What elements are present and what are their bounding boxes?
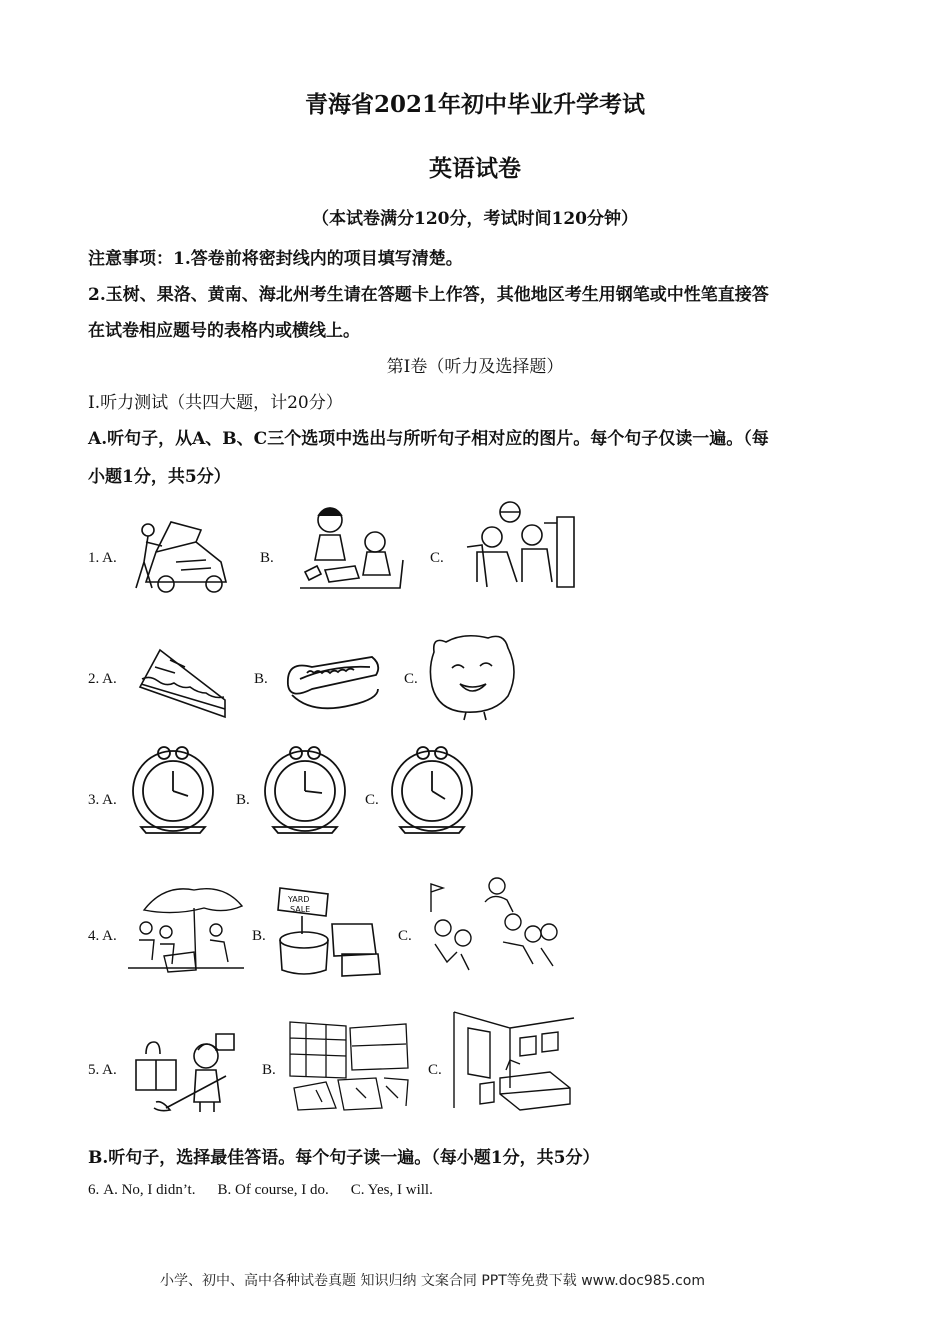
q4-label-a: 4. A. [88,928,117,944]
sectionA-instruction-1: A.听句子，从A、B、C三个选项中选出与所听句子相对应的图片。每个句子仅读一遍。（每 [88,429,769,449]
notes-line-2: 2.玉树、果洛、黄南、海北州考生请在答题卡上作答，其他地区考生用钢笔或中性笔直接答 [88,285,769,305]
paper-subtitle: 英语试卷 [429,155,521,182]
q2-picture-c[interactable] [424,632,520,722]
q1-picture-c[interactable] [462,497,578,593]
page-title: 青海省2021年初中毕业升学考试 [304,91,645,118]
q5-label-a: 5. A. [88,1062,117,1078]
q3-picture-b[interactable] [258,741,352,835]
q4-picture-a[interactable] [124,880,248,974]
q5-label-b: B. [262,1062,276,1078]
part1-heading: Ⅰ.听力测试（共四大题，计20分） [88,393,343,413]
q1-label-c: C. [430,550,444,566]
q6-option-c[interactable]: C. Yes, I will. [350,1182,433,1198]
exam-info: （本试卷满分120分，考试时间120分钟） [312,209,638,229]
q1-picture-a[interactable] [126,512,232,594]
q2-label-a: 2. A. [88,671,117,687]
sectionB-heading: B.听句子，选择最佳答语。每个句子读一遍。（每小题1分，共5分） [88,1148,600,1168]
q6-option-b[interactable]: B. Of course, I do. [217,1182,329,1198]
q4-picture-c[interactable] [413,872,569,982]
q2-picture-b[interactable] [282,645,384,717]
q1-label-b: B. [260,550,274,566]
svg-text:YARD: YARD [288,895,310,904]
q6-row [88,1182,455,1199]
q3-picture-c[interactable] [385,741,479,835]
q6-option-a[interactable]: A. No, I didn’t. [103,1182,196,1198]
q3-label-b: B. [236,792,250,808]
q2-picture-a[interactable] [130,645,230,725]
q1-picture-b[interactable] [295,500,407,594]
q6-number: 6. [88,1182,100,1198]
notes-line-2b: 在试卷相应题号的表格内或横线上。 [88,321,360,341]
footer-text: 小学、初中、高中各种试卷真题 知识归纳 文案合同 PPT等免费下载 www.doc985.com [160,1273,705,1289]
sectionA-instruction-2: 小题1分，共5分） [88,467,231,487]
q4-label-b: B. [252,928,266,944]
q4-picture-b[interactable] [272,884,382,978]
q5-picture-a[interactable] [126,1020,242,1114]
notes-line-1: 注意事项：1.答卷前将密封线内的项目填写清楚。 [88,249,463,269]
q3-picture-a[interactable] [126,741,220,835]
q1-label-a: 1. A. [88,550,117,566]
q4-label-c: C. [398,928,412,944]
svg-text:SALE: SALE [290,905,311,914]
q5-picture-c[interactable] [450,1008,576,1112]
q2-label-c: C. [404,671,418,687]
q5-picture-b[interactable] [286,1018,412,1112]
volume-heading: 第Ⅰ卷（听力及选择题） [386,357,564,377]
q5-label-c: C. [428,1062,442,1078]
q3-label-c: C. [365,792,379,808]
q2-label-b: B. [254,671,268,687]
q3-label-a: 3. A. [88,792,117,808]
